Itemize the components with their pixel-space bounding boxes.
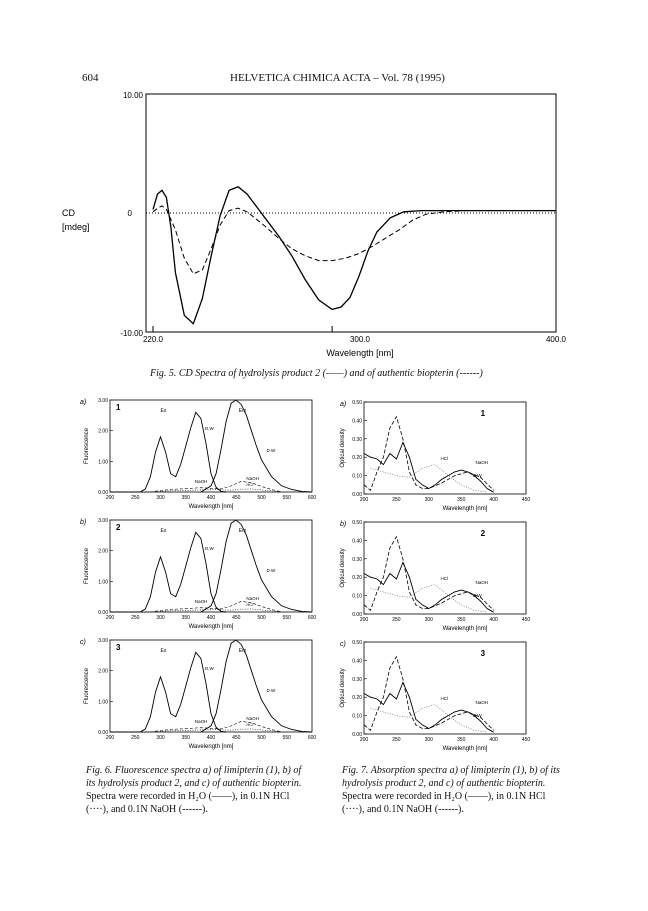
fig6-naoh-label-1: NaOH	[194, 479, 208, 484]
fig7-naoh-label: NaOH	[475, 700, 488, 705]
fig7-ytick-label: 0.20	[352, 695, 362, 702]
fig6-xtick-label: 450	[232, 495, 241, 501]
fig7-naoh-curve	[364, 537, 494, 611]
fig7-xtick-label: 350	[457, 737, 466, 743]
fig6-xtick-label: 550	[282, 495, 291, 501]
fig5-caption: Fig. 5. CD Spectra of hydrolysis product 2 (——) and of authentic biopterin (------)	[150, 368, 483, 379]
fig6-hcl-curve	[110, 489, 282, 492]
fig7-xtick-label: 300	[424, 497, 433, 503]
fig7-xlabel: Wavelength [nm]	[442, 746, 488, 752]
fig7-ytick-label: 0.50	[352, 640, 362, 646]
fig6-dw-label-2: D.W	[266, 448, 276, 453]
page-number: 604	[82, 72, 99, 84]
fig7-xtick-label: 400	[489, 617, 498, 623]
fig6-ex-curve	[110, 652, 226, 732]
fig7-naoh-label: NaOH	[475, 580, 488, 585]
fig7-panel-letter: c)	[340, 641, 346, 648]
fig6-xtick-label: 350	[181, 495, 190, 501]
fig7-xtick-label: 450	[521, 617, 531, 623]
fig7-xtick-label: 450	[521, 497, 531, 503]
fig7-xtick-label: 350	[457, 497, 466, 503]
fig7-ytick-label: 0.00	[352, 732, 362, 738]
fig5-ytick-zero: 0	[127, 209, 132, 218]
fig7-ytick-label: 0.40	[352, 658, 362, 665]
fig5-xtick-400: 400.0	[545, 335, 567, 344]
fig7-ytick-label: 0.10	[352, 473, 362, 480]
fig6-caption-line2: its hydrolysis product 2, and c) of authentic biopterin.	[86, 778, 302, 789]
fig6-dw-label-1: D.W	[204, 426, 214, 431]
fig7-naoh-curve	[364, 657, 494, 731]
fig7-panel-frame	[364, 522, 526, 614]
fig7-dw-label: D.W	[472, 713, 482, 718]
fig6-xtick-label: 250	[131, 495, 140, 501]
fig6-hcl-curve	[110, 729, 282, 732]
fig7-ytick-label: 0.10	[352, 713, 362, 720]
fig6-caption-line1: Fig. 6. Fluorescence spectra a) of limipterin (1), b) of	[86, 765, 302, 776]
fig6-xtick-label: 600	[307, 735, 317, 741]
fig7-panel-frame	[364, 642, 526, 734]
fig7-caption-line1: Fig. 7. Absorption spectra a) of limipterin (1), b) of its	[342, 765, 560, 776]
fig7-ytick-label: 0.40	[352, 538, 362, 545]
fig6-xtick-label: 500	[257, 495, 266, 501]
fig6-ytick-label: 1.00	[98, 579, 108, 586]
fig6-xtick-label: 200	[105, 495, 115, 501]
fig6-xtick-label: 400	[206, 735, 216, 741]
fig6-xtick-label: 500	[257, 735, 266, 741]
fig7-ytick-label: 0.50	[352, 520, 362, 526]
fig6-xtick-label: 200	[105, 735, 115, 741]
fig7-ytick-label: 0.50	[352, 400, 362, 406]
fig7-panel-frame	[364, 402, 526, 494]
fig5-ytick-top: 10.00	[122, 91, 143, 100]
fig6-ytick-label: 2.00	[98, 548, 108, 555]
fig6-ytick-label: 0.00	[98, 610, 108, 616]
fig6-dw-label-1: D.W	[204, 666, 214, 671]
fig6-ex-label: Ex	[160, 528, 167, 534]
fig7-ytick-label: 0.40	[352, 418, 362, 425]
fig7-naoh-label: NaOH	[475, 460, 488, 465]
fig6-ylabel: Fluorescence	[84, 547, 90, 585]
fig6-dw-label-1: D.W	[204, 546, 214, 551]
fig6-naoh-label-1: NaOH	[194, 599, 208, 604]
fig6-em-label: Em	[238, 408, 247, 414]
fig7-panel-letter: a)	[340, 401, 347, 408]
fig6-caption-line3: Spectra were recorded in H₂O (——), in 0.1N HCl	[86, 791, 290, 802]
fig7-naoh-curve	[364, 417, 494, 491]
fig6-xtick-label: 300	[156, 615, 165, 621]
fig7-absorption-charts	[330, 396, 560, 756]
fig7-hcl-label: HCl	[440, 696, 448, 701]
fig7-ylabel: Optical density	[340, 548, 346, 588]
fig6-em-label: Em	[238, 528, 247, 534]
fig7-xtick-label: 250	[392, 617, 401, 623]
fig6-ex-label: Ex	[160, 648, 167, 654]
fig5-xtick-220: 220.0	[142, 335, 164, 344]
fig7-xtick-label: 450	[521, 737, 531, 743]
fig6-xtick-label: 250	[131, 615, 140, 621]
fig6-hcl-label: HCl	[246, 482, 254, 487]
fig5-ytick-bottom: -10.00	[120, 329, 143, 338]
fig6-xtick-label: 350	[181, 735, 190, 741]
fig6-compound-label: 1	[116, 403, 121, 412]
fig6-ytick-label: 1.00	[98, 459, 108, 466]
fig6-ytick-label: 3.00	[98, 518, 108, 524]
fig7-water-curve	[364, 683, 494, 733]
fig6-xtick-label: 600	[307, 615, 317, 621]
fig6-ytick-label: 0.00	[98, 490, 108, 496]
fig7-hcl-label: HCl	[440, 576, 448, 581]
fig5-ylabel-unit: [mdeg]	[62, 222, 90, 232]
fig6-panel-letter: c)	[80, 639, 86, 646]
fig7-dw-label: D.W	[472, 593, 482, 598]
fig6-compound-label: 3	[116, 643, 121, 652]
fig7-xtick-label: 400	[489, 497, 498, 503]
fig6-xtick-label: 550	[282, 735, 291, 741]
fig7-ytick-label: 0.00	[352, 612, 362, 618]
fig7-xtick-label: 200	[359, 737, 369, 743]
fig6-naoh-label-2: NaOH	[246, 596, 259, 601]
fig7-xlabel: Wavelength [nm]	[442, 506, 488, 512]
fig6-panel-frame	[110, 400, 312, 492]
fig6-xtick-label: 250	[131, 735, 140, 741]
fig7-xtick-label: 300	[424, 737, 433, 743]
fig5-xtick-300: 300.0	[349, 335, 371, 344]
fig6-xtick-label: 400	[206, 495, 216, 501]
fig7-compound-label: 1	[480, 409, 486, 418]
fig6-hcl-label: HCl	[246, 722, 254, 727]
fig6-ytick-label: 1.00	[98, 699, 108, 706]
fig7-ytick-label: 0.30	[352, 556, 362, 563]
fig7-xtick-label: 200	[359, 497, 369, 503]
fig7-hcl-label: HCl	[440, 456, 448, 461]
fig6-naoh-label-1: NaOH	[194, 719, 208, 724]
fig7-water-curve	[364, 443, 494, 493]
fig6-xtick-label: 450	[232, 735, 241, 741]
fig7-xtick-label: 200	[359, 617, 369, 623]
fig7-xtick-label: 250	[392, 497, 401, 503]
fig6-ex-curve	[110, 412, 226, 492]
fig6-ytick-label: 2.00	[98, 668, 108, 675]
fig7-xtick-label: 300	[424, 617, 433, 623]
fig6-xlabel: Wavelength [nm]	[188, 624, 234, 630]
fig6-ytick-label: 3.00	[98, 638, 108, 644]
fig6-ylabel: Fluorescence	[84, 427, 90, 465]
fig5-dashed-curve	[153, 206, 556, 274]
fig6-xtick-label: 200	[105, 615, 115, 621]
fig6-ylabel: Fluorescence	[84, 667, 90, 705]
fig6-panel-frame	[110, 640, 312, 732]
fig7-xlabel: Wavelength [nm]	[442, 626, 488, 632]
fig7-dw-label: D.W	[472, 473, 482, 478]
fig7-xtick-label: 400	[489, 737, 498, 743]
fig6-panel-letter: a)	[80, 399, 87, 406]
fig6-caption-line4: (····), and 0.1N NaOH (------).	[86, 804, 208, 815]
fig6-xtick-label: 550	[282, 615, 291, 621]
fig7-ylabel: Optical density	[340, 428, 346, 468]
fig6-xtick-label: 500	[257, 615, 266, 621]
fig6-panel-letter: b)	[80, 519, 87, 526]
fig7-compound-label: 3	[480, 649, 486, 658]
fig6-ytick-label: 3.00	[98, 398, 108, 404]
fig6-panel-frame	[110, 520, 312, 612]
fig7-ylabel: Optical density	[340, 668, 346, 708]
fig6-hcl-label: HCl	[246, 602, 254, 607]
fig6-ytick-label: 0.00	[98, 730, 108, 736]
fig6-xtick-label: 400	[206, 615, 216, 621]
fig6-xtick-label: 600	[307, 495, 317, 501]
fig6-caption	[86, 764, 326, 816]
fig7-ytick-label: 0.20	[352, 455, 362, 462]
fig6-ex-curve	[110, 532, 226, 612]
fig6-xtick-label: 450	[232, 615, 241, 621]
fig7-ytick-label: 0.10	[352, 593, 362, 600]
fig7-ytick-label: 0.20	[352, 575, 362, 582]
fig7-compound-label: 2	[480, 529, 486, 538]
fig6-dw-label-2: D.W	[266, 688, 276, 693]
fig6-dw-label-2: D.W	[266, 568, 276, 573]
fig7-ytick-label: 0.00	[352, 492, 362, 498]
fig7-caption	[342, 764, 582, 816]
fig6-ytick-label: 2.00	[98, 428, 108, 435]
fig7-xtick-label: 350	[457, 617, 466, 623]
fig6-naoh-label-2: NaOH	[246, 716, 259, 721]
fig5-ylabel-cd: CD	[62, 208, 75, 218]
fig7-xtick-label: 250	[392, 737, 401, 743]
fig7-water-curve	[364, 563, 494, 613]
fig6-naoh-label-2: NaOH	[246, 476, 259, 481]
fig5-xlabel: Wavelength [nm]	[326, 348, 394, 358]
fig7-ytick-label: 0.30	[352, 436, 362, 443]
fig6-xtick-label: 300	[156, 735, 165, 741]
fig6-hcl-curve	[110, 609, 282, 612]
fig6-em-label: Em	[238, 648, 247, 654]
fig7-panel-letter: b)	[340, 521, 347, 528]
fig7-caption-line2: hydrolysis product 2, and c) of authentic biopterin.	[342, 778, 546, 789]
fig6-xtick-label: 300	[156, 495, 165, 501]
journal-header: HELVETICA CHIMICA ACTA – Vol. 78 (1995)	[230, 72, 445, 84]
fig6-xtick-label: 350	[181, 615, 190, 621]
fig7-caption-line3: Spectra were recorded in H₂O (——), in 0.1N HCl	[342, 791, 546, 802]
fig6-fluorescence-charts	[80, 396, 325, 756]
fig7-ytick-label: 0.30	[352, 676, 362, 683]
fig6-xlabel: Wavelength [nm]	[188, 504, 234, 510]
fig5-cd-chart	[60, 88, 600, 363]
fig6-compound-label: 2	[116, 523, 121, 532]
fig6-ex-label: Ex	[160, 408, 167, 414]
fig7-caption-line4: (····), and 0.1N NaOH (------).	[342, 804, 464, 815]
fig6-xlabel: Wavelength [nm]	[188, 744, 234, 750]
